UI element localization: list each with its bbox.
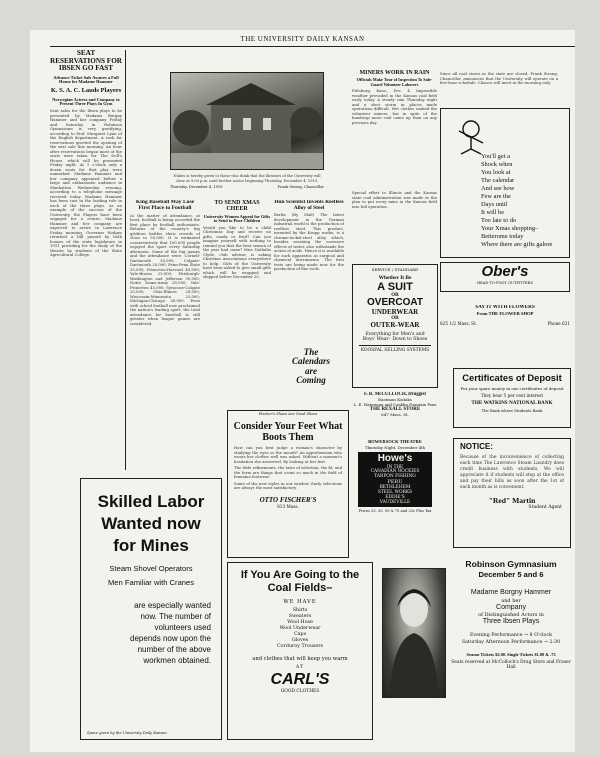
- portrait-photo: [382, 568, 446, 698]
- gift-line-12: Where there are gifts galore: [481, 241, 553, 248]
- gift-line-1: You'll get a: [481, 153, 510, 160]
- skilled-line-2: Wanted now: [101, 513, 201, 533]
- coal-item-5: Caps: [293, 632, 307, 637]
- building-illustration: [171, 73, 323, 169]
- obers-logo: Ober's: [481, 263, 529, 280]
- gift-copy: [481, 153, 567, 249]
- theatre-line-5: BETHLEHEM: [379, 485, 411, 491]
- robinson-line3: Company: [496, 604, 526, 612]
- column-1: [50, 50, 122, 466]
- deposit-slogan: The Bank where Students Bank: [481, 408, 543, 414]
- robinson-perf2: Saturday Afternoon Performance → 2:30: [461, 640, 561, 646]
- headline-rain: MINERS WORK IN RAIN: [359, 70, 430, 76]
- fischer-address: 813 Mass.: [277, 503, 299, 509]
- flowers-sub: From THE FLOWER SHOP: [476, 311, 534, 317]
- skilled-line-5: Men Familiar with Cranes: [107, 577, 195, 587]
- portrait-illustration: [383, 569, 445, 697]
- suit-title-g: OUTER-WEAR: [370, 320, 420, 329]
- gift-line-9: Too late to do: [481, 217, 517, 224]
- suit-title-d: OVERCOAT: [367, 297, 423, 309]
- gift-line-8: It will be: [481, 209, 505, 216]
- suit-title-c: OR: [391, 293, 399, 299]
- carls-logo: CARL'S: [270, 671, 330, 688]
- fischer-body2: The little refinements, the taste of selection, the fit, and the form are things that count so much in the field of feminine footwear.: [234, 465, 342, 479]
- body-xmas: Would you like to be a child Christmas Day and receive no gifts, candy or fruit? Can you imagine yourself with nothing to remind you that the best season of the year had come? Miss Nathalie Clyde, club advisor, is asking Christian Associations everywhere to help. Girls of the University have been asked to give small gifts which will be wrapped and shipped before December 20.: [203, 225, 271, 280]
- flowers-footer: [440, 321, 570, 326]
- subhead-ticket-sale: Advance Ticket Sale Assures a Full House for Madame Hammer: [53, 74, 119, 85]
- coal-item-4: Wool Underwear: [279, 626, 321, 631]
- campus-photo: [170, 72, 324, 170]
- coal-footer: and clothes that will keep you warm: [252, 656, 348, 662]
- theatre-prices: Prices 25, 35, 50 & 75 and 25c Plus Tax: [358, 509, 432, 514]
- coal-sub: WE HAVE: [283, 599, 317, 605]
- suit-title-b: A SUIT: [377, 280, 413, 293]
- fischer-body: How can you best judge a woman's character by studying the eyes or the mouth? An apprehension who wears her clothes well was asked. Without a moment's hesitation she answered, By looking at her feet.: [234, 445, 342, 464]
- headline-scientist: Hun Scientist Invents Reefless Alloy of Steel: [274, 200, 344, 211]
- ad-robinson: [450, 560, 572, 740]
- robinson-tickets: Season Tickets $2.00. Single Tickets $1.00 & .75: [466, 652, 556, 658]
- calendars-line-4: Coming: [296, 375, 326, 386]
- headline-baseball: King Baseball May Lose First Place to Football: [135, 200, 195, 211]
- gift-line-6: Few are the: [481, 193, 511, 200]
- gift-line-4: The calendar: [481, 177, 515, 184]
- coal-at: AT: [295, 665, 305, 670]
- mccullough-name: F. R. McCULLOCH, Druggist: [364, 392, 426, 397]
- theatre-line-6: STEEL WORKS: [377, 490, 413, 496]
- suit-footer: KOOSFAL SELLING SYSTEMS: [359, 345, 431, 353]
- calendars-line-2: Calendars: [291, 356, 330, 367]
- article-xmas: [203, 200, 271, 350]
- caption-date: Thursday, December 4, 1919: [170, 185, 223, 189]
- coal-item-1: Shirts: [292, 608, 308, 613]
- ad-flowers: [440, 305, 570, 340]
- mccullough-line2: L. E. Waterman and Conklin Fountain Pens: [353, 402, 437, 408]
- carls-logo-sub: GOOD CLOTHES: [280, 688, 320, 694]
- gift-line-5: And see how: [481, 185, 515, 192]
- subhead-rain: Officials Make Tour of Inspection To Safe-Guard Volunteer Laborers: [356, 77, 433, 87]
- newspaper-page: [30, 30, 575, 752]
- coal-item-2: Sweaters: [288, 614, 312, 619]
- deposit-bank: THE WATKINS NATIONAL BANK: [471, 399, 553, 406]
- ad-notice: [453, 438, 571, 548]
- ad-suit: [352, 264, 438, 388]
- gift-line-2: Shock when: [481, 161, 513, 168]
- theatre-line-1: IN THE: [386, 464, 404, 470]
- robinson-title: Robinson Gymnasium: [465, 560, 557, 569]
- suit-body: Everything for Men's and Boys' Wear– Down to Shoes: [362, 331, 428, 342]
- caption-signature: Frank Strong, Chancellor: [277, 185, 324, 189]
- theatre-line-3: TARPON FISHING: [374, 474, 416, 480]
- suit-title-e: UNDERWEAR: [371, 307, 419, 316]
- coal-item-6: Gloves: [291, 638, 309, 643]
- article-scientist: [274, 200, 344, 350]
- coal-item-7: Corduroy Trousers: [277, 644, 323, 649]
- flowers-headline: SAY IT WITH FLOWERS: [475, 305, 535, 310]
- coal-item-3: Wool Hose: [287, 620, 313, 625]
- calendars-line-1: The: [303, 348, 319, 357]
- mccullough-address: 847 Mass. St.: [381, 412, 409, 418]
- article-body-seat-reservations: Seat sales for the Ibsen plays to be presented by Madame Borgny Hammer and her company Friday and Saturday in Robinson Gymnasium is very gratifying, according to Prof. Margaret Lynn of the English department. A rush for reservations greeted the opening of the seat sale this morning. An hour after reservations began most of the seats were taken for The Doll's House, which will be presented Friday night. At 1 o'clock only a dozen seats for that play were unmarked. Madame Hammer and her company appeared before a large and enthusiastic audience in Manhattan Wednesday evening, according to a telephone message received today. Madame Hammer has been cast in the leading role in each of the three plays. As an example of the success of the University, the Players have been engaged for a return. Madame Hammer and her company are expected to arrive in Lawrence Friday morning. Governor Hodges returned a bill passed by both houses of the state legislature in 1911 providing for the study of the theater by students of the State Agricultural College.: [50, 109, 122, 257]
- suit-top: SERVICE / STANDARD: [371, 267, 419, 272]
- skilled-line-1: Skilled Labor: [97, 492, 205, 511]
- ad-mccullough: [352, 392, 438, 438]
- theatre-title: Howe's: [377, 452, 413, 464]
- deposit-headline: Certificates of Deposit: [462, 372, 562, 383]
- subhead-norwegian-actress: Norwegian Actress and Company to Present Three Plays In Gym: [52, 96, 120, 107]
- notice-top-body: Since all coal stores in the state are closed, Frank Strong, Chancellor, announces that the University will operate on a five-hour schedule. Classes will meet in the morning only.: [440, 71, 558, 85]
- suit-title-f: OR: [391, 316, 399, 322]
- gift-line-11: Betterome today: [481, 233, 524, 240]
- fischer-name: OTTO FISCHER'S: [259, 495, 317, 504]
- flowers-address: 825 1/2 Mass. St.: [440, 321, 478, 327]
- masthead-rule: [50, 46, 575, 47]
- robinson-name: Madame Borgny Hammer: [470, 588, 552, 596]
- caption-text: Nubes is hereby given to those who think that the libraries of the University will close at 9:00 p.m. until further notice beginning Thursday, December 4, 1919.: [173, 174, 321, 183]
- theatre-bill: [358, 452, 432, 508]
- ad-theatre: [352, 440, 438, 548]
- coal-items: [228, 608, 372, 650]
- deposit-tagline: Put your spare money in our certificates of deposit: [460, 385, 564, 391]
- gift-line-7: Days until: [481, 201, 508, 208]
- mccullough-products: Eastman Kodaks: [378, 397, 412, 403]
- calendars-line-3: are: [305, 365, 317, 376]
- ad-calendars: [275, 348, 347, 408]
- headline-seat-reservations: SEAT RESERVATIONS FOR IBSEN GO FAST: [50, 50, 122, 73]
- ad-deposit: [453, 368, 571, 428]
- masthead: THE UNIVERSITY DAILY KANSAN: [240, 35, 365, 43]
- notice-body: Because of the inconvenience of collecting each time The Lawrence Steam Laundry does credit business with students. We will appreciate it if students will stop at the office and pay their bills as soon after the 1st of each month as is convenient.: [460, 455, 564, 491]
- body-scientist: Berlin (By Mail) The latest development in the German industrial world is the production of reefless steel. This product, invented by the Krupp works, is a chrome-nickel-steel alloy which, besides resisting the corrosive effects of water, also withstands the action of acids. Hence it is available for such apparatus as surgical and chemical instruments. The first tests are being made now for the production of fine tools.: [274, 213, 344, 272]
- photo-caption: [170, 172, 324, 198]
- theatre-line-7: EDDIE'S: [385, 495, 405, 501]
- ad-gift: [440, 108, 570, 258]
- ad-fischer: [227, 410, 349, 558]
- note-rain: Special effort to Illinois and the Kansas state coal administration was made in the plan to put every mine in the Kansas field into full operation.: [352, 191, 437, 209]
- robinson-where: Seats reserved at McColloch's Drug Store and Fraser Hall: [451, 659, 571, 670]
- deposit-rate: They bear 5 per cent interest: [480, 392, 544, 398]
- mccullough-store: THE REXALL STORE: [369, 407, 421, 413]
- theatre-line-8: VAUDEVILLE: [379, 500, 411, 506]
- coal-headline: If You Are Going to the Coal Fields–: [240, 569, 360, 594]
- notice-name: "Red" Martin: [488, 496, 536, 506]
- notice-role: Student Agent: [528, 505, 562, 511]
- fischer-body3: Some of the new styles in our window. Early selections are always the most satisfactory.: [234, 480, 342, 490]
- ad-coal-fields: [227, 562, 373, 740]
- robinson-line5: Three Ibsen Plays: [482, 617, 540, 625]
- column-rule: [125, 50, 126, 470]
- skilled-line-3: for Mines: [113, 535, 189, 555]
- theatre-header: BOWERSOCK THEATRE: [368, 440, 422, 444]
- body-rain: Pittsburg, Kans., Dec. 4. Impossible weather prevailed in the Kansas coal field early today. A steady rain Thursday night and a sleet storm in places made operations difficult. Wet clothes soaked the volunteer miners, but in spite of the handicap more coal came up than on any previous day.: [352, 89, 437, 125]
- robinson-line2: and her: [501, 598, 521, 605]
- article-rain: [352, 70, 437, 260]
- article-baseball: [130, 200, 200, 470]
- gift-line-10: Your Xmas shopping–: [481, 225, 539, 232]
- skilled-body: are especially wanted now. The number of volunteers used depends now upon the number of the above workmen obtained.: [130, 601, 211, 666]
- surprise-figure-icon: [451, 117, 491, 155]
- theatre-date: Thursday Night, December 4th: [365, 444, 425, 450]
- robinson-line4: of Distinguished Actors in: [478, 611, 544, 618]
- caption-footer: [170, 185, 324, 189]
- robinson-dates: December 5 and 6: [478, 570, 544, 580]
- body-baseball: In the matter of attendance, at least, football is being accorded the first place by football enthusiasts. Returns of the country's big gridiron battles show crowds of close to 50,000. It is estimated conservatively that 100,000 people enjoyed the sport every Saturday afternoon. Some of the big games and the attendance were: Cornell-Dartmouth 35,000; Colgate-Dartmouth 20,000; Penn-Penn State 35,000; Princeton-Harvard 45,000; Yale-Brown 25,000; Pittsburgh-Washington and Jefferson 30,000; Notre Dame-Army 30,000; Yale-Princeton 45,000; Syracuse-Colgate 20,000; Ohio-Illinois 28,000; Wisconsin-Minnesota 25,000; Michigan-Chicago 30,000. Even with school football now proclaimed the nation's leading sport, the total attendance for baseball is still greater when league games are considered.: [130, 213, 200, 326]
- notice-top: [440, 70, 558, 100]
- obers-tagline: HEAD-TO-FOOT OUTFITTERS: [477, 281, 533, 285]
- subhead-xmas: University Women Appeal for Gifts to Send to Poor Children: [203, 213, 271, 224]
- headline-xmas: TO SEND XMAS CHEER: [214, 200, 260, 213]
- skilled-line-4: Steam Shovel Operators: [109, 563, 193, 573]
- skilled-footer: Space given by the University Daily Kansan: [87, 731, 167, 735]
- theatre-line-2: CANADIAN ROCKIES: [370, 469, 420, 475]
- ad-skilled-labor: [80, 478, 222, 740]
- flowers-phone: Phone 621: [547, 321, 570, 327]
- ad-obers: [440, 262, 570, 292]
- fischer-header: Fischer's Shoes Are Good Shoes: [258, 412, 318, 416]
- fischer-headline: Consider Your Feet What Boots Them: [233, 421, 343, 443]
- suit-title-a: Whether It Be: [378, 275, 412, 281]
- gift-line-3: You look at: [481, 169, 511, 176]
- theatre-line-4: PERU: [387, 479, 403, 486]
- section-kc-lauds: K. S. A. C. Lauds Players: [50, 86, 122, 94]
- notice-title: NOTICE:: [460, 442, 493, 451]
- robinson-perf1: Evening Performance → 8 O'clock: [469, 633, 553, 639]
